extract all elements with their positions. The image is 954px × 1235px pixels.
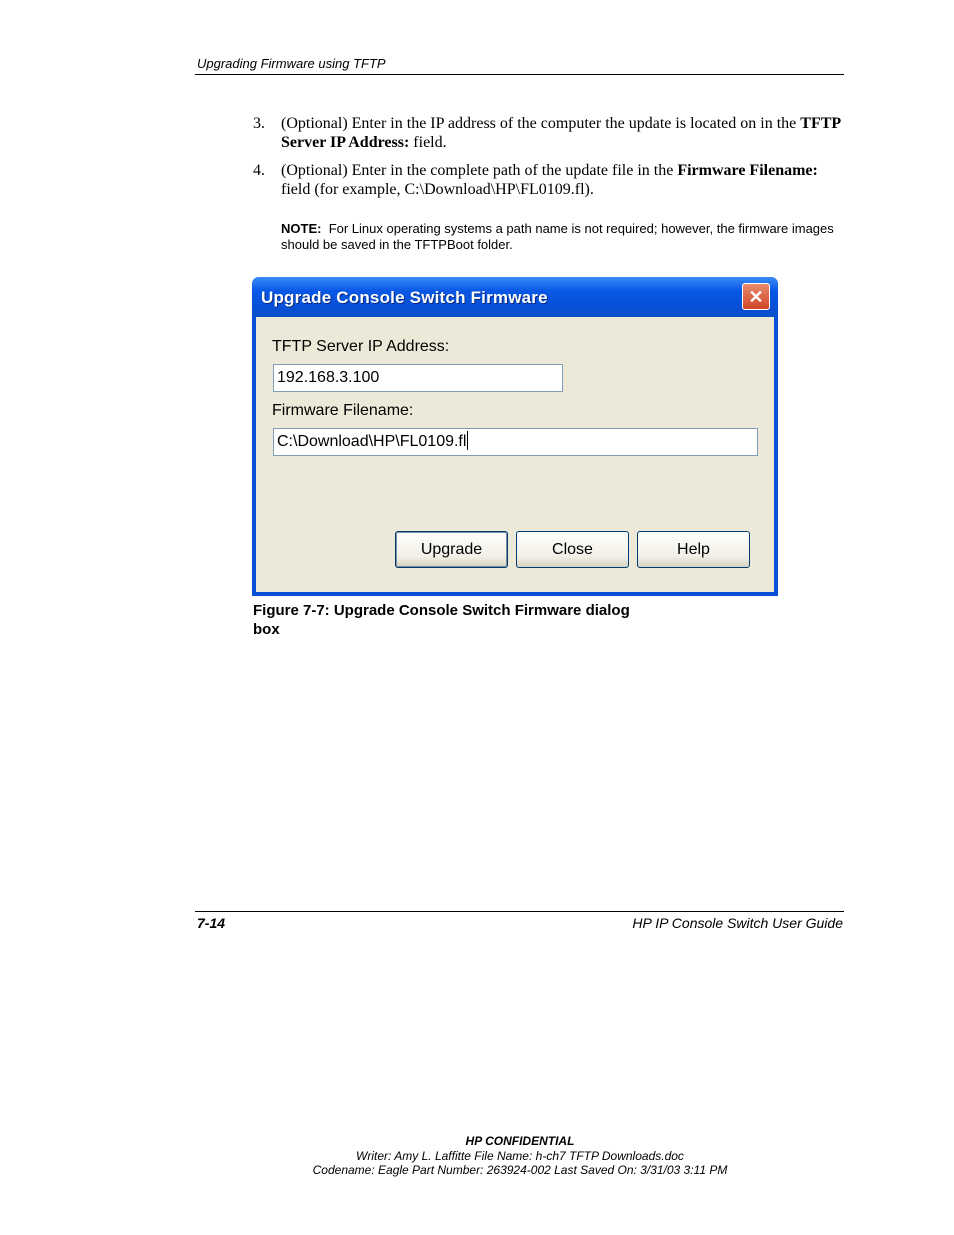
step-text — [281, 114, 843, 152]
close-button[interactable]: Close — [516, 531, 629, 568]
step-text — [281, 161, 843, 199]
ip-address-label: TFTP Server IP Address: — [272, 338, 450, 355]
note-label: NOTE: — [281, 221, 322, 236]
figure-caption: Figure 7-7: Upgrade Console Switch Firmware dialog box — [253, 602, 630, 638]
upgrade-button[interactable]: Upgrade — [395, 531, 508, 568]
note — [281, 221, 841, 253]
step-text-post: field. — [409, 134, 447, 151]
step-text-post: field (for example, C:\Download\HP\FL0109.fl). — [281, 181, 594, 198]
step-number: 4. — [253, 162, 265, 179]
step-3 — [253, 114, 843, 154]
writer-line: Writer: Amy L. Laffitte File Name: h-ch7 TFTP Downloads.doc — [356, 1149, 684, 1163]
step-4 — [253, 161, 843, 201]
step-text-bold: Firmware Filename: — [677, 162, 818, 179]
help-button[interactable]: Help — [637, 531, 750, 568]
dialog-title: Upgrade Console Switch Firmware — [261, 288, 548, 307]
ip-address-input[interactable]: 192.168.3.100 — [273, 364, 563, 392]
codename-line: Codename: Eagle Part Number: 263924-002 Last Saved On: 3/31/03 3:11 PM — [312, 1163, 728, 1177]
close-icon[interactable]: ✕ — [742, 283, 770, 310]
firmware-filename-label: Firmware Filename: — [272, 402, 414, 419]
text-caret — [467, 431, 468, 450]
step-text-pre: (Optional) Enter in the IP address of the computer the update is located on in the — [281, 115, 801, 132]
step-text-bold: TFTP Server IP Address: — [281, 115, 841, 151]
step-text-pre: (Optional) Enter in the complete path of the update file in the — [281, 162, 678, 179]
firmware-filename-value: C:\Download\HP\FL0109.fl — [277, 433, 467, 450]
confidential-label: HP CONFIDENTIAL — [465, 1134, 575, 1148]
guide-title: HP IP Console Switch User Guide — [632, 915, 843, 931]
note-text: For Linux operating systems a path name is not required; however, the firmware images should be saved in the TFTPBoot folder. — [281, 221, 834, 252]
firmware-filename-input[interactable] — [273, 428, 758, 456]
footer-rule — [195, 911, 844, 912]
page-number: 7-14 — [197, 915, 226, 931]
header-rule — [195, 74, 844, 75]
upgrade-firmware-dialog — [252, 277, 778, 596]
step-number: 3. — [253, 115, 265, 132]
dialog-titlebar[interactable] — [252, 277, 778, 317]
running-header: Upgrading Firmware using TFTP — [197, 56, 386, 71]
dialog-body — [256, 317, 774, 592]
